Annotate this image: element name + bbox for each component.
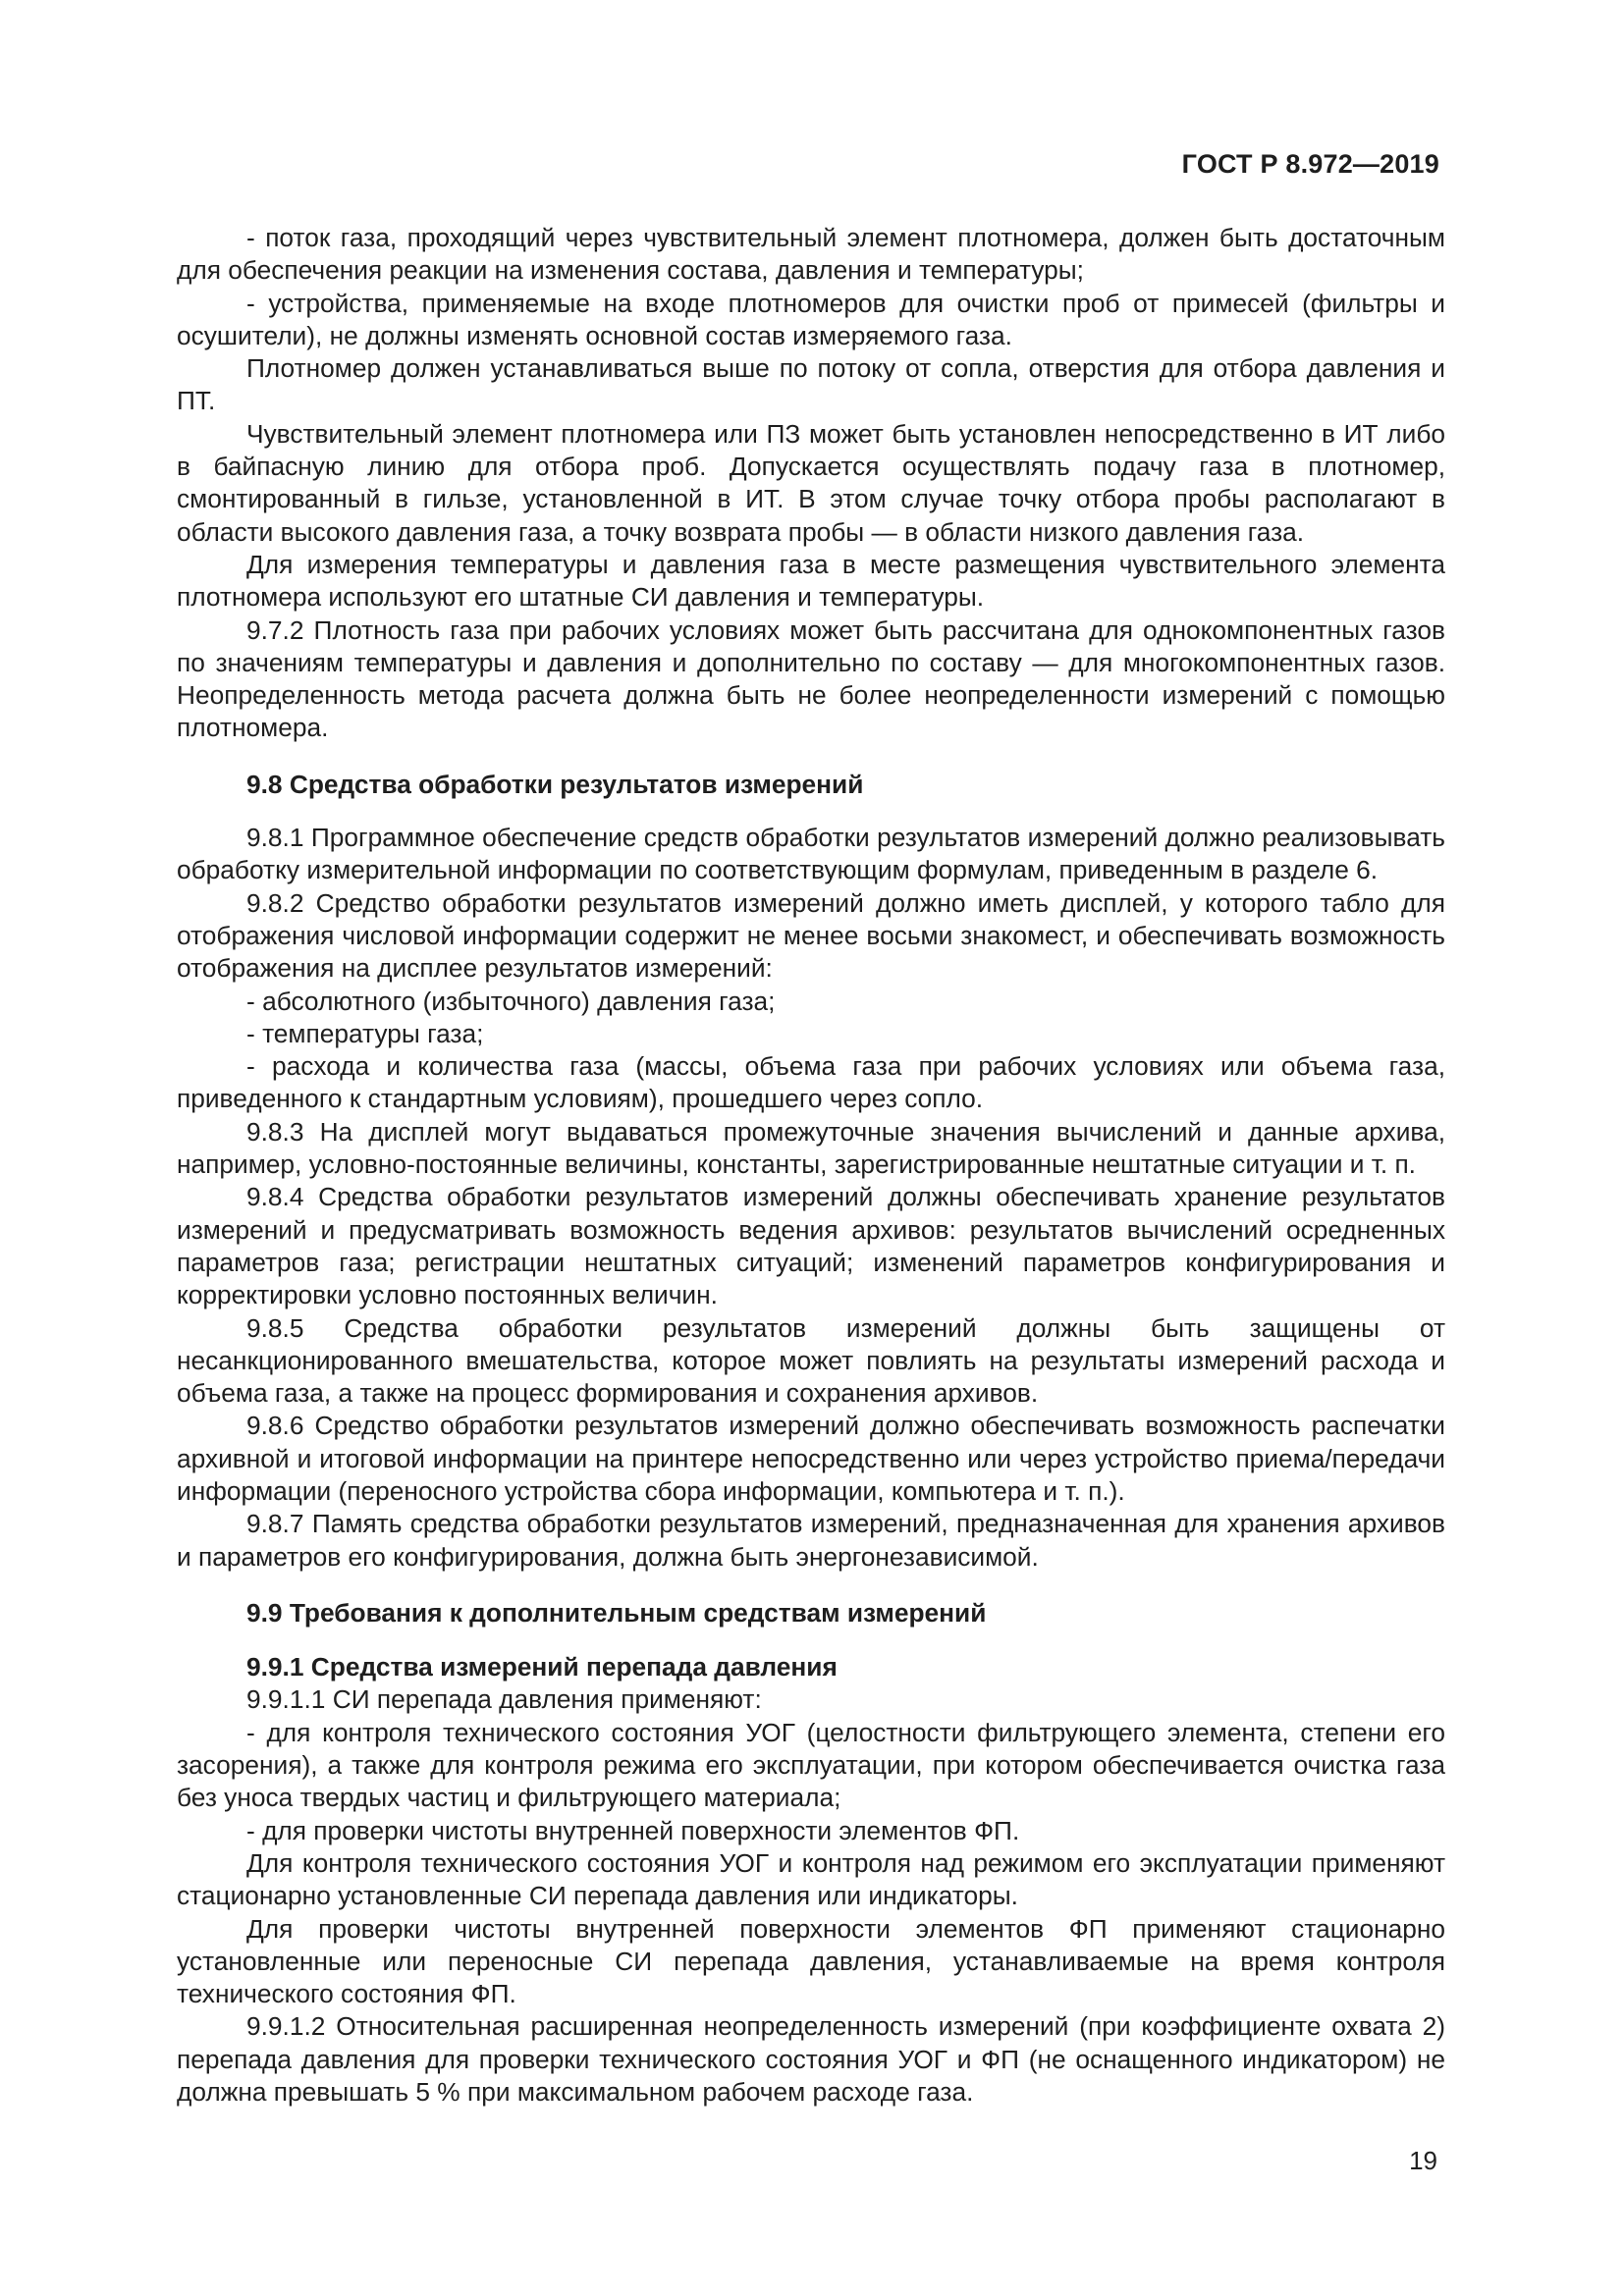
list-item: - абсолютного (избыточного) давления газа; bbox=[246, 986, 776, 1016]
paragraph: 9.8.7 Память средства обработки результатов измерений, предназначенная для хранения архивов и параметров его конфигурирования, должна быть энергонезависимой. bbox=[177, 1509, 1445, 1572]
section-heading-9-8: 9.8 Средства обработки результатов измерений bbox=[246, 769, 864, 799]
paragraph: Для контроля технического состояния УОГ и контроля над режимом его эксплуатации применяют стационарно установленные СИ перепада давления или индикаторы. bbox=[177, 1847, 1445, 1911]
list-item: - для контроля технического состояния УОГ (целостности фильтрующего элемента, степени его засорения), а также для контроля режима его эксплуатации, при котором обеспечивается очистка газа без уноса твердых частиц и фильтрующего материала; bbox=[177, 1717, 1445, 1813]
paragraph: 9.7.2 Плотность газа при рабочих условиях может быть рассчитана для однокомпонентных газов по значениям температуры и давления и дополнительно по составу — для многокомпонентных газов. Неопределенность метода расчета должна быть не более неопределенности измерений с помощью плотномера. bbox=[177, 614, 1445, 743]
paragraph: - поток газа, проходящий через чувствительный элемент плотномера, должен быть достаточным для обеспечения реакции на изменения состава, давления и температуры; bbox=[177, 223, 1445, 286]
paragraph: Чувствительный элемент плотномера или ПЗ может быть установлен непосредственно в ИТ либо в байпасную линию для отбора проб. Допускается осуществлять подачу газа в плотномер, смонтированный в гильзе, установленной в ИТ. В этом случае точку отбора пробы располагают в области высокого давления газа, а точку возврата пробы — в области низкого давления газа. bbox=[177, 418, 1445, 547]
paragraph: Для измерения температуры и давления газа в месте размещения чувствительного элемента плотномера используют его штатные СИ давления и температуры. bbox=[177, 549, 1445, 613]
document-body bbox=[177, 222, 1445, 2109]
page-number: 19 bbox=[1409, 2146, 1437, 2175]
paragraph: 9.8.5 Средства обработки результатов измерений должны быть защищены от несанкционированного вмешательства, которое может повлиять на результаты измерений расхода и объема газа, а также на процесс формирования и сохранения архивов. bbox=[177, 1312, 1445, 1409]
paragraph: - устройства, применяемые на входе плотномеров для очистки проб от примесей (фильтры и осушители), не должны изменять основной состав измеряемого газа. bbox=[177, 288, 1445, 350]
paragraph: 9.9.1.1 СИ перепада давления применяют: bbox=[246, 1684, 762, 1715]
paragraph: Плотномер должен устанавливаться выше по потоку от сопла, отверстия для отбора давления и ПТ. bbox=[177, 353, 1445, 416]
paragraph: 9.8.4 Средства обработки результатов измерений должны обеспечивать хранение результатов измерений и предусматривать возможность ведения архивов: результатов вычислений осредненных параметров газа; регистрации нештатных ситуаций; изменений параметров конфигурирования и корректировки условно постоянных величин. bbox=[177, 1182, 1445, 1310]
paragraph: 9.9.1.2 Относительная расширенная неопределенность измерений (при коэффициенте охвата 2) перепада давления для проверки технического состояния УОГ и ФП (не оснащенного индикатором) не должна превышать 5 % при максимальном рабочем расходе газа. bbox=[177, 2011, 1445, 2108]
list-item: - температуры газа; bbox=[246, 1018, 484, 1048]
subsection-heading-9-9-1: 9.9.1 Средства измерений перепада давления bbox=[246, 1652, 838, 1682]
paragraph: 9.8.3 На дисплей могут выдаваться промежуточные значения вычислений и данные архива, например, условно-постоянные величины, константы, зарегистрированные нештатные ситуации и т. п. bbox=[177, 1116, 1445, 1180]
paragraph: 9.8.2 Средство обработки результатов измерений должно иметь дисплей, у которого табло для отображения числовой информации содержит не менее восьми знакомест, и обеспечивать возможность отображения на дисплее результатов измерений: bbox=[177, 887, 1445, 984]
list-item: - расхода и количества газа (массы, объема газа при рабочих условиях или объема газа, приведенного к стандартным условиям), прошедшего через сопло. bbox=[177, 1051, 1445, 1114]
list-item: - для проверки чистоты внутренней поверхности элементов ФП. bbox=[246, 1815, 1020, 1845]
paragraph: 9.8.1 Программное обеспечение средств обработки результатов измерений должно реализовывать обработку измерительной информации по соответствующим формулам, приведенным в разделе 6. bbox=[177, 823, 1445, 885]
document-code-header: ГОСТ Р 8.972—2019 bbox=[1181, 149, 1439, 179]
paragraph: Для проверки чистоты внутренней поверхности элементов ФП применяют стационарно установленные или переносные СИ перепада давления, устанавливаемые на время контроля технического состояния ФП. bbox=[177, 1913, 1445, 2009]
section-heading-9-9: 9.9 Требования к дополнительным средствам измерений bbox=[246, 1597, 987, 1628]
paragraph: 9.8.6 Средство обработки результатов измерений должно обеспечивать возможность распечатки архивной и итоговой информации на принтере непосредственно или через устройство приема/передачи информации (переносного устройства сбора информации, компьютера и т. п.). bbox=[177, 1411, 1445, 1506]
